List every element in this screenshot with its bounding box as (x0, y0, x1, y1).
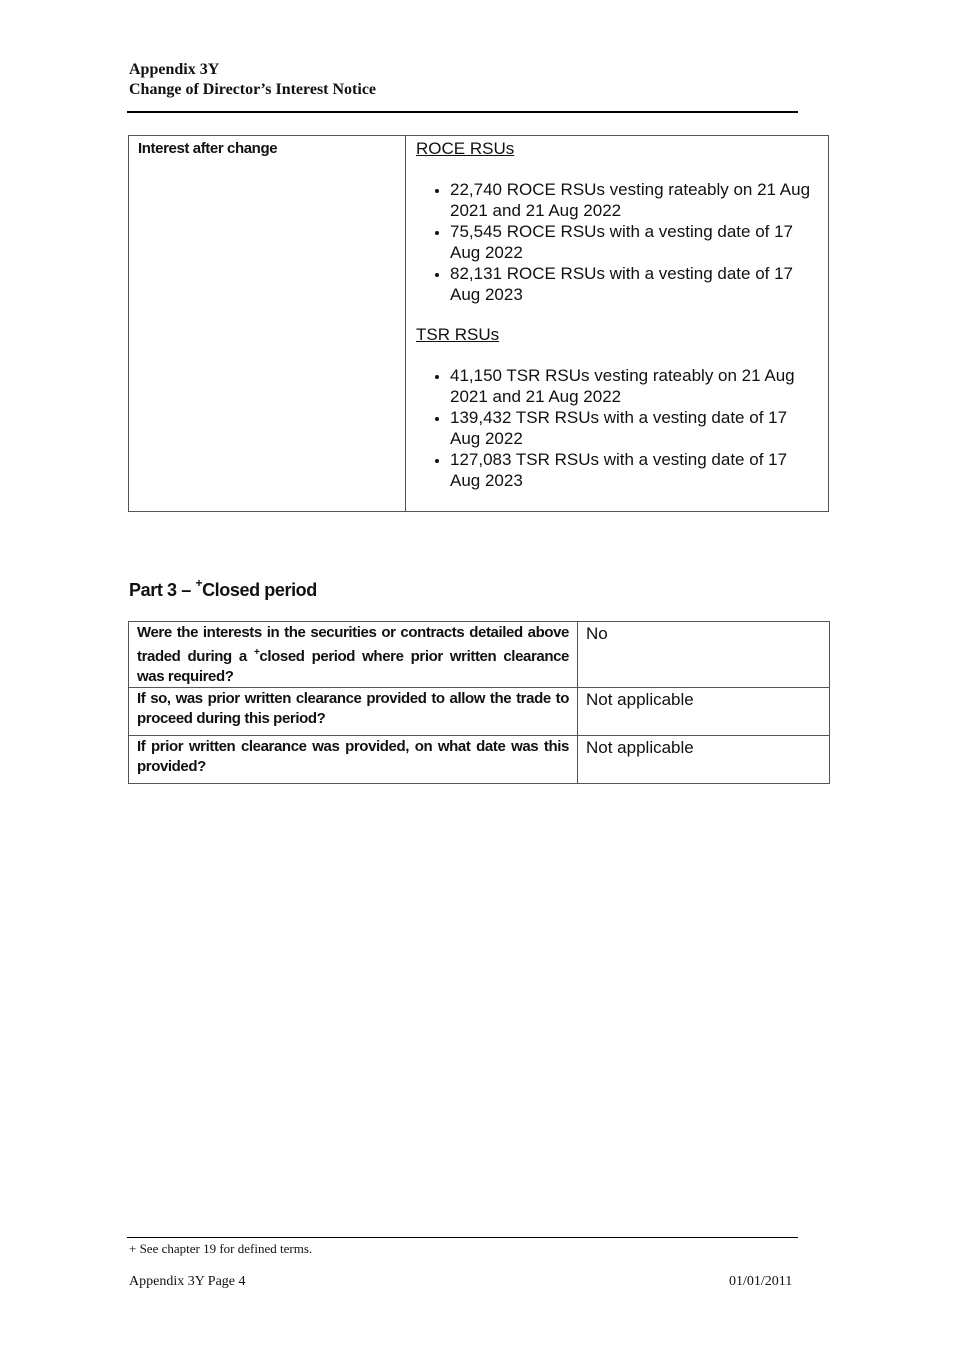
question-text-cont: closed period where prior written clearance was required? (137, 648, 569, 685)
footer-divider (127, 1237, 798, 1238)
answer-cell: Not applicable (578, 736, 830, 784)
interest-label-cell (129, 136, 406, 511)
question-cell (129, 688, 578, 736)
roce-list (416, 179, 818, 305)
tsr-list (416, 365, 818, 491)
page-label: Appendix 3Y Page 4 (129, 1274, 246, 1289)
tsr-item: • 139,432 TSR RSUs with a vesting date of 17 Aug 2022 (450, 407, 818, 449)
interest-after-change-table (128, 135, 829, 512)
question-text: If so, was prior written clearance provided to allow the trade to proceed during this period? (137, 690, 569, 727)
notice-title: Change of Director’s Interest Notice (129, 81, 377, 98)
question-text: Were the interests in the securities or contracts detailed above traded during a (137, 624, 569, 665)
answer-cell: No (578, 622, 830, 688)
part3-heading-prefix: Part 3 – (129, 580, 196, 600)
interest-label: Interest after change (138, 140, 278, 157)
closed-period-table (128, 621, 830, 784)
footnote: + See chapter 19 for defined terms. (129, 1241, 313, 1256)
roce-item: • 82,131 ROCE RSUs with a vesting date of 17 Aug 2023 (450, 263, 818, 305)
defined-term-marker: + (253, 647, 260, 658)
question-text: If prior written clearance was provided, on what date was this provided? (137, 738, 569, 775)
tsr-item: • 127,083 TSR RSUs with a vesting date of 17 Aug 2023 (450, 449, 818, 491)
roce-heading: ROCE RSUs (416, 139, 515, 158)
appendix-title: Appendix 3Y (129, 61, 220, 78)
part3-heading-text: Closed period (202, 580, 317, 600)
page-date: 01/01/2011 (729, 1274, 793, 1289)
table-row (129, 688, 830, 736)
header-divider (127, 111, 798, 113)
tsr-heading: TSR RSUs (416, 325, 500, 344)
question-cell (129, 736, 578, 784)
interest-value-cell (406, 136, 828, 511)
document-header (129, 60, 376, 100)
question-cell (129, 622, 578, 688)
part3-heading (129, 578, 317, 601)
roce-item: • 22,740 ROCE RSUs vesting rateably on 21 Aug 2021 and 21 Aug 2022 (450, 179, 818, 221)
table-row (129, 622, 830, 688)
tsr-item: • 41,150 TSR RSUs vesting rateably on 21 Aug 2021 and 21 Aug 2022 (450, 365, 818, 407)
defined-term-marker: + (195, 576, 203, 590)
table-row (129, 736, 830, 784)
roce-item: • 75,545 ROCE RSUs with a vesting date of 17 Aug 2022 (450, 221, 818, 263)
answer-cell: Not applicable (578, 688, 830, 736)
